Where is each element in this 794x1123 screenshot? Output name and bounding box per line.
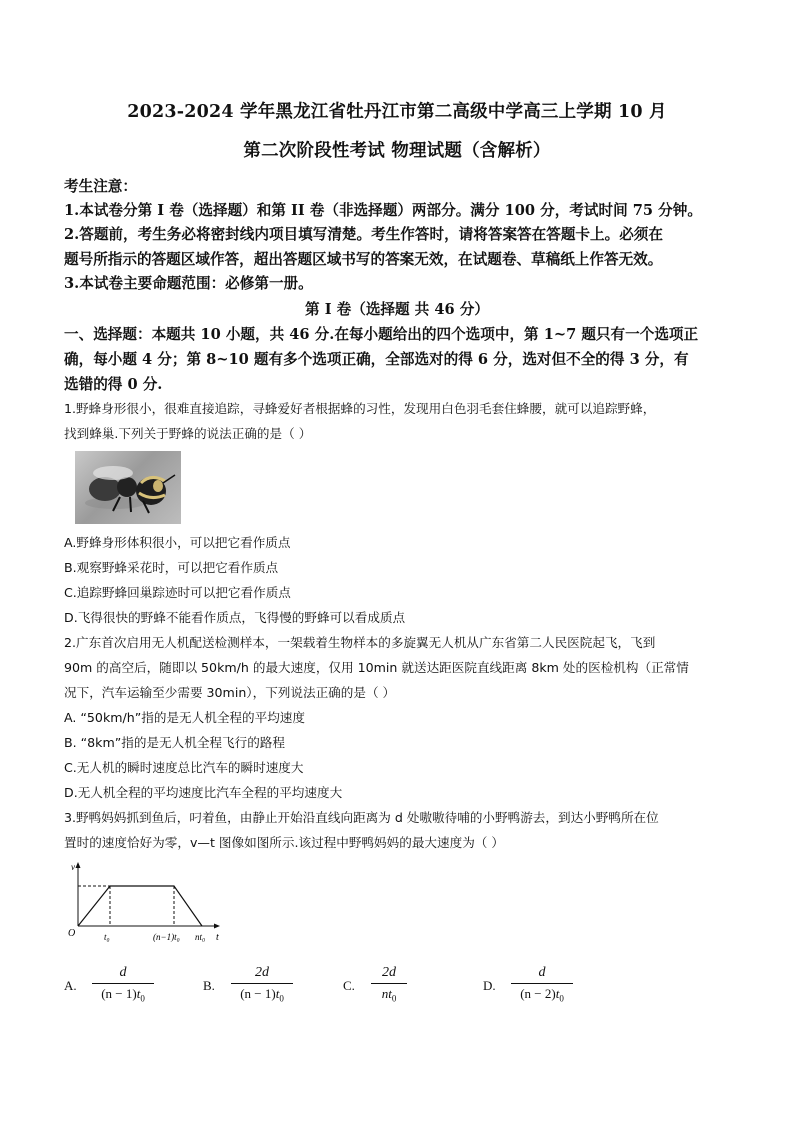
- q1-option-b: B.观察野蜂采花时，可以把它看作质点: [64, 560, 279, 575]
- q1-option-a: A.野蜂身形体积很小，可以把它看作质点: [64, 535, 291, 550]
- q1-stem-b: 找到蜂巢.下列关于野蜂的说法正确的是（ ）: [64, 426, 312, 441]
- q2-stem-a: 2.广东首次启用无人机配送检测样本，一架载着生物样本的多旋翼无人机从广东省第二人民医院起飞，飞到: [64, 635, 656, 650]
- q3-option-d-den-var: t: [555, 986, 560, 1001]
- q2-option-b: B. “8km”指的是无人机全程飞行的路程: [64, 735, 285, 750]
- q3-stem-a: 3.野鸭妈妈抓到鱼后，叼着鱼，由静止开始沿直线向距离为 d 处嗷嗷待哺的小野鸭游去，到达小野鸭所在位: [64, 810, 659, 825]
- vt-axis-y-arrow: [76, 862, 81, 868]
- wasp-photo: [75, 451, 181, 524]
- q3-option-a-den-pre: (n − 1): [101, 986, 137, 1001]
- q3-option-d-den-sub: 0: [559, 993, 564, 1004]
- q2-stem-b: 90m 的高空后，随即以 50km/h 的最大速度，仅用 10min 就送达距医院直线距离 8km 处的医检机构（正常情: [64, 660, 689, 675]
- notice-item-1: 1.本试卷分第 I 卷（选择题）和第 II 卷（非选择题）两部分。满分 100 分，考试时间 75 分钟。: [64, 202, 702, 219]
- notice-item-3: 3.本试卷主要命题范围：必修第一册。: [64, 275, 313, 292]
- q3-option-c-den-var: t: [388, 986, 392, 1001]
- section-intro-c: 选错的得 0 分.: [64, 376, 163, 393]
- q3-option-a-fraction: [86, 964, 160, 1008]
- q1-option-d: D.飞得很快的野蜂不能看作质点，飞得慢的野蜂可以看成质点: [64, 610, 406, 625]
- exam-title-line2: 第二次阶段性考试 物理试题（含解析）: [243, 141, 551, 161]
- section-intro-a: 一、选择题：本题共 10 小题，共 46 分.在每小题给出的四个选项中，第 1~7 题只有一个选项正: [64, 326, 699, 343]
- vt-x-label: t: [216, 932, 219, 943]
- section-title: 第 I 卷（选择题 共 46 分）: [305, 301, 489, 318]
- q3-option-b-den-sub: 0: [279, 993, 284, 1004]
- q3-option-d-num: d: [538, 965, 546, 980]
- vt-graph: [64, 860, 224, 946]
- q3-option-c: [343, 964, 443, 1010]
- q3-option-d-den-pre: (n − 2): [520, 986, 556, 1001]
- q3-option-d-fraction: [505, 964, 579, 1008]
- vt-tick-n1t0: (n−1)t₀: [153, 932, 180, 942]
- q3-option-d: [483, 964, 603, 1010]
- vt-origin-label: O: [68, 928, 76, 939]
- vt-tick-nt0: nt₀: [195, 932, 206, 942]
- q3-option-a-label: A.: [64, 978, 77, 993]
- q3-stem-b: 置时的速度恰好为零，v—t 图像如图所示.该过程中野鸭妈妈的最大速度为（ ）: [64, 835, 504, 850]
- q1-option-c: C.追踪野蜂回巢踪迹时可以把它看作质点: [64, 585, 291, 600]
- q2-option-d: D.无人机全程的平均速度比汽车全程的平均速度大: [64, 785, 343, 800]
- notice-item-2b: 题号所指示的答题区域作答，超出答题区域书写的答案无效，在试题卷、草稿纸上作答无效。: [64, 251, 663, 268]
- q3-option-b: [203, 964, 323, 1010]
- q2-option-a: A. “50km/h”指的是无人机全程的平均速度: [64, 710, 305, 725]
- q1-stem-a: 1.野蜂身形很小，很难直接追踪，寻蜂爱好者根据蜂的习性，发现用白色羽毛套住蜂腰，就可以追踪野蜂，: [64, 401, 656, 416]
- q2-option-c: C.无人机的瞬时速度总比汽车的瞬时速度大: [64, 760, 304, 775]
- notice-item-2a: 2.答题前，考生务必将密封线内项目填写清楚。考生作答时，请将答案答在答题卡上。必须在: [64, 226, 663, 243]
- vt-y-label: v: [71, 862, 75, 872]
- notice-heading: 考生注意：: [64, 178, 137, 195]
- q3-option-b-den-pre: (n − 1): [240, 986, 276, 1001]
- q3-option-b-fraction: [225, 964, 299, 1008]
- q3-option-b-label: B.: [203, 978, 215, 993]
- vt-axis-x-arrow: [214, 924, 220, 929]
- q3-option-a: [64, 964, 184, 1010]
- exam-title-line1: 2023-2024 学年黑龙江省牡丹江市第二高级中学高三上学期 10 月: [127, 102, 667, 122]
- q3-option-c-den-sub: 0: [391, 993, 397, 1004]
- q3-option-c-den-pre: n: [381, 986, 389, 1001]
- q3-option-c-label: C.: [343, 978, 355, 993]
- q2-stem-c: 况下，汽车运输至少需要 30min），下列说法正确的是（ ）: [64, 685, 396, 700]
- vt-curve: [78, 886, 202, 926]
- section-intro-b: 确，每小题 4 分；第 8~10 题有多个选项正确，全部选对的得 6 分，选对但不全的得 3 分，有: [64, 351, 689, 368]
- q3-option-a-den-sub: 0: [140, 993, 145, 1004]
- q3-option-b-num: 2d: [255, 965, 269, 980]
- q3-option-a-den-var: t: [136, 986, 141, 1001]
- q3-option-d-label: D.: [483, 978, 496, 993]
- q3-option-a-num: d: [119, 965, 127, 980]
- q3-option-b-den-var: t: [275, 986, 280, 1001]
- q3-option-c-num: 2d: [382, 965, 396, 980]
- vt-tick-t0: t₀: [104, 932, 110, 942]
- q3-option-c-fraction: [365, 964, 413, 1008]
